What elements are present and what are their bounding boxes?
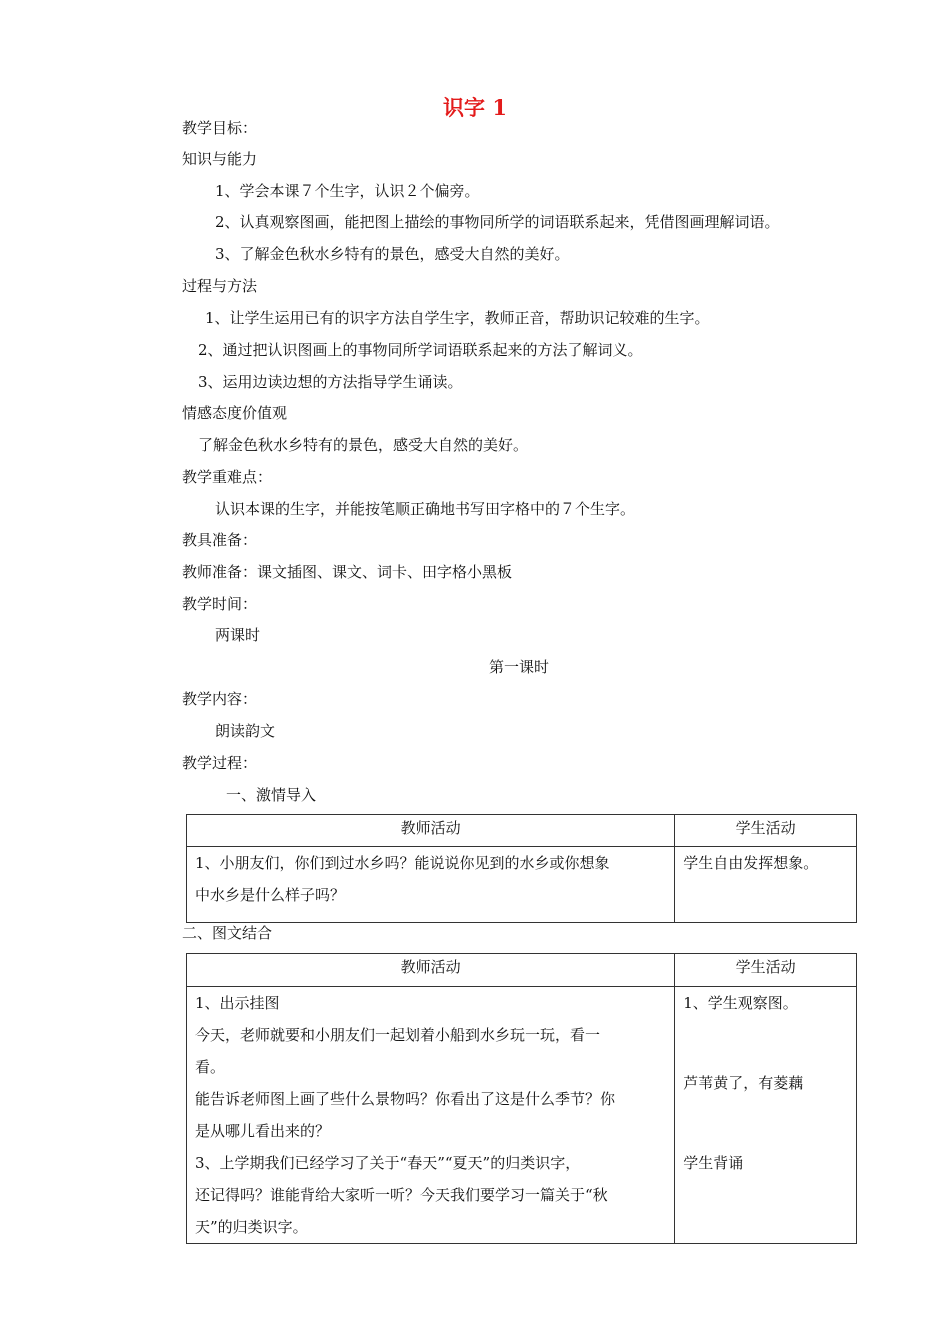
table1-header-student: 学生活动 (675, 815, 857, 847)
knowledge-item-1: 1、学会本课７个生字，认识２个偏旁。 (215, 182, 480, 200)
table2-header-student: 学生活动 (675, 954, 857, 987)
process-item-1: 1、让学生运用已有的识字方法自学生字，教师正音，帮助识记较难的生字。 (205, 309, 710, 327)
step1-heading: 一、激情导入 (226, 786, 317, 804)
knowledge-item-2: 2、认真观察图画，能把图上描绘的事物同所学的词语联系起来，凭借图画理解词语。 (215, 213, 780, 231)
activity-table-1 (186, 814, 857, 923)
process-item-3: 3、运用边读边想的方法指导学生诵读。 (198, 373, 463, 391)
table2-student-line: 学生背诵 (683, 1154, 744, 1172)
tools-heading: 教具准备： (182, 531, 258, 549)
table1-teacher-line: 中水乡是什么样子吗？ (195, 886, 346, 904)
table2-teacher-line: 3、上学期我们已经学习了关于“春天”“夏天”的归类识字， (195, 1154, 581, 1172)
table1-teacher-cell (187, 847, 675, 923)
table2-teacher-line: 是从哪儿看出来的？ (195, 1122, 331, 1140)
activity-table-2 (186, 953, 857, 1244)
knowledge-item-3: 3、了解金色秋水乡特有的景色，感受大自然的美好。 (215, 245, 570, 263)
table2-teacher-line: 天”的归类识字。 (195, 1218, 308, 1236)
table2-header-teacher: 教师活动 (187, 954, 675, 987)
table1-header-teacher: 教师活动 (187, 815, 675, 847)
table2-teacher-line: 看。 (195, 1058, 226, 1076)
table2-teacher-line: 1、出示挂图 (195, 994, 280, 1012)
table2-student-cell (675, 987, 857, 1244)
lesson-title: 第一课时 (488, 658, 549, 676)
table1-student-line: 学生自由发挥想象。 (683, 854, 819, 872)
table2-teacher-line: 还记得吗？谁能背给大家听一听？今天我们要学习一篇关于“秋 (195, 1186, 608, 1204)
time-heading: 教学时间： (182, 595, 258, 613)
table2-student-spacer (683, 1099, 848, 1147)
emotion-item-1: 了解金色秋水乡特有的景色，感受大自然的美好。 (198, 436, 529, 454)
content-heading: 教学内容： (182, 690, 258, 708)
content-item-1: 朗读韵文 (215, 722, 276, 740)
tools-item-1: 教师准备：课文插图、课文、词卡、田字格小黑板 (182, 563, 513, 581)
table1-student-cell (675, 847, 857, 923)
table2-student-line: 芦苇黄了，有菱藕 (683, 1074, 804, 1092)
table2-teacher-line: 今天，老师就要和小朋友们一起划着小船到水乡玩一玩，看一 (195, 1026, 601, 1044)
process-item-2: 2、通过把认识图画上的事物同所学词语联系起来的方法了解词义。 (198, 341, 643, 359)
table2-teacher-line: 能告诉老师图上画了些什么景物吗？你看出了这是什么季节？你 (195, 1090, 616, 1108)
knowledge-heading: 知识与能力 (182, 150, 258, 168)
key-points-item-1: 认识本课的生字，并能按笔顺正确地书写田字格中的７个生字。 (215, 500, 636, 518)
key-points-heading: 教学重难点： (182, 468, 273, 486)
table2-teacher-cell (187, 987, 675, 1244)
table1-teacher-line: 1、小朋友们，你们到过水乡吗？能说说你见到的水乡或你想象 (195, 854, 610, 872)
process-heading: 过程与方法 (182, 277, 258, 295)
document-title: 识字 1 (443, 95, 507, 120)
time-item-1: 两课时 (215, 626, 261, 644)
emotion-heading: 情感态度价值观 (182, 404, 288, 422)
table2-student-spacer (683, 1019, 848, 1067)
procedure-heading: 教学过程： (182, 754, 258, 772)
table2-student-line: 1、学生观察图。 (683, 994, 798, 1012)
objectives-heading: 教学目标： (182, 119, 258, 137)
step2-heading: 二、图文结合 (182, 924, 273, 942)
